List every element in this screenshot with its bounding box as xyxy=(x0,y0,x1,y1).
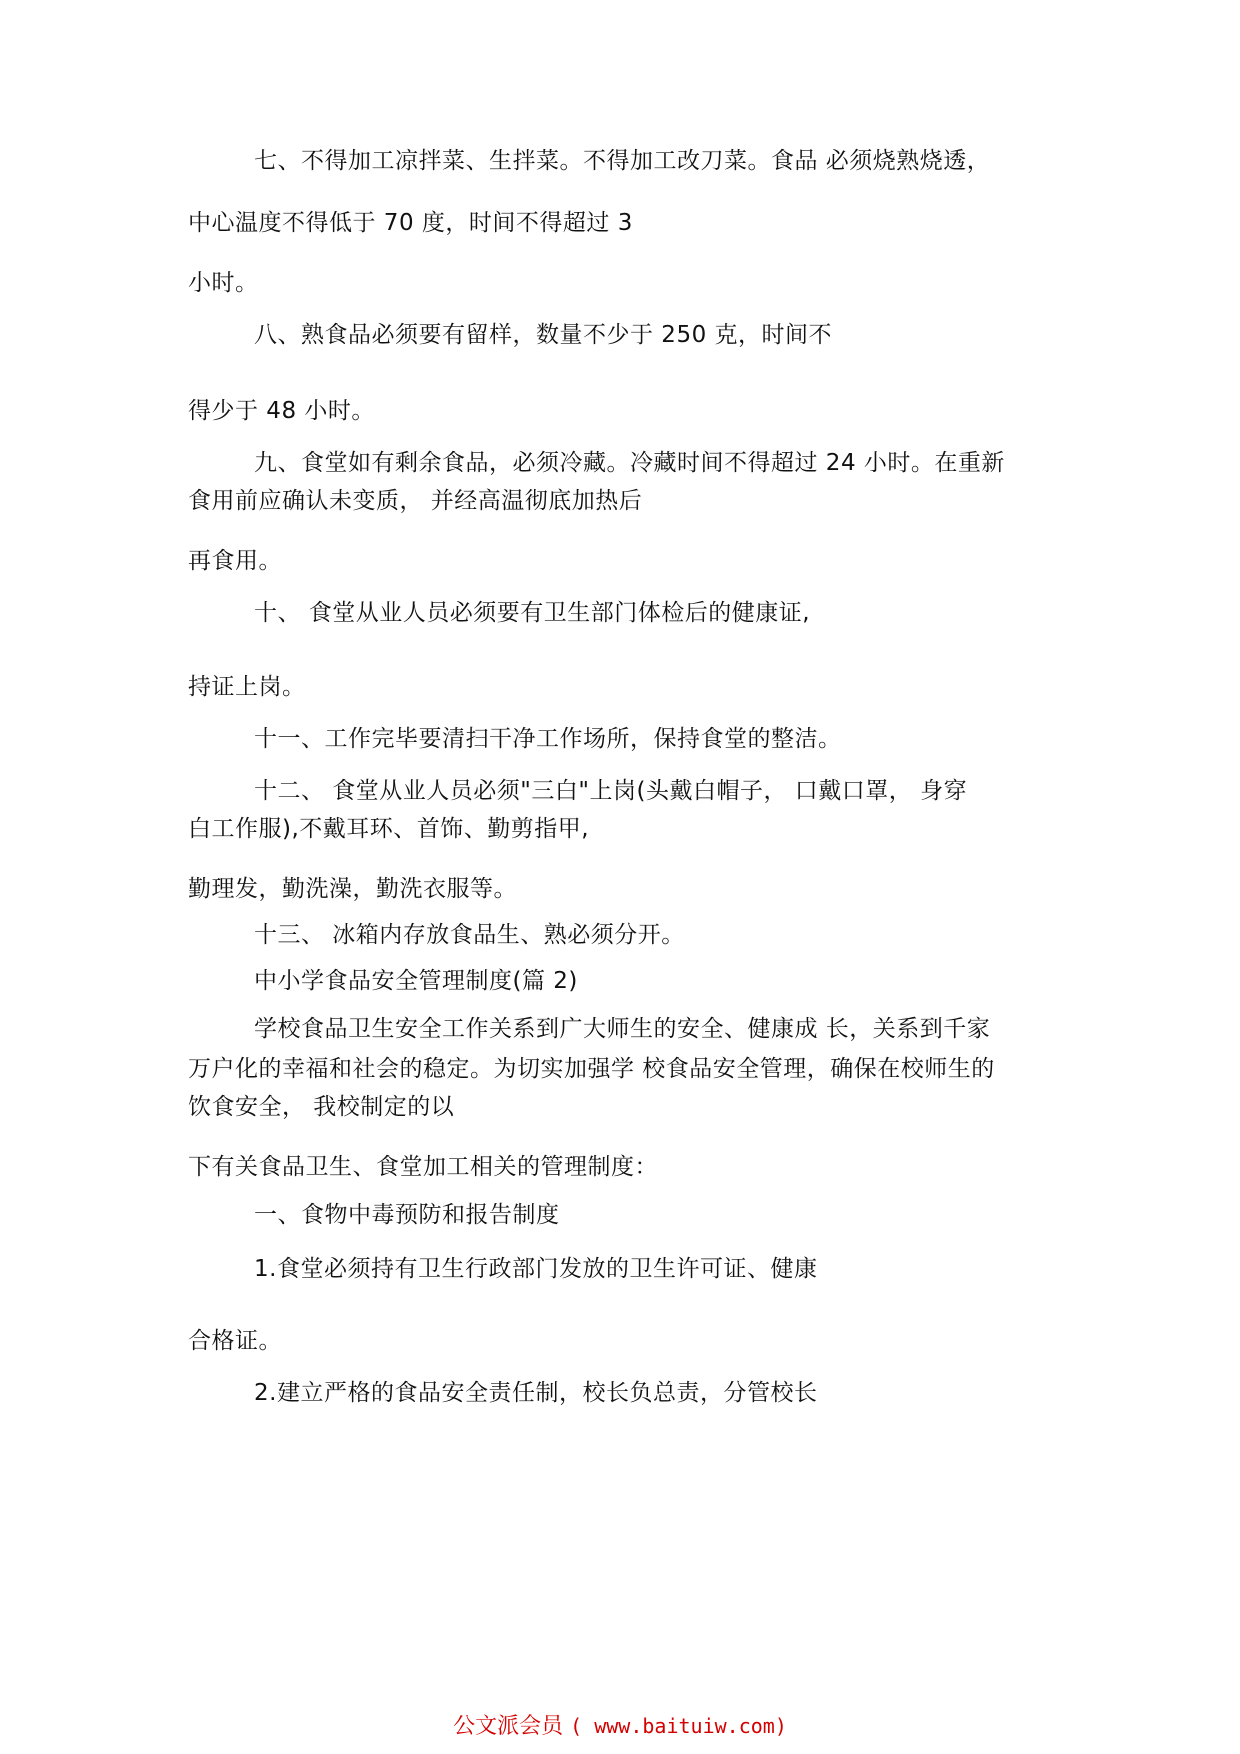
paragraph-line: 2.建立严格的食品安全责任制，校长负总责，分管校长 xyxy=(254,1380,818,1406)
paragraph-line: 1.食堂必须持有卫生行政部门发放的卫生许可证、健康 xyxy=(254,1256,818,1282)
paragraph-line: 中心温度不得低于 70 度，时间不得超过 3 xyxy=(188,210,633,236)
section-heading: 一、食物中毒预防和报告制度 xyxy=(254,1202,560,1228)
footer-label: 公文派会员 xyxy=(453,1714,564,1739)
paragraph-line: 小时。 xyxy=(188,270,259,296)
page-footer xyxy=(0,1712,1240,1741)
paragraph-line: 下有关食品卫生、食堂加工相关的管理制度： xyxy=(188,1154,658,1180)
paragraph-line: 学校食品卫生安全工作关系到广大师生的安全、健康成 长，关系到千家 xyxy=(254,1016,991,1042)
paragraph-line: 万户化的幸福和社会的稳定。为切实加强学 校食品安全管理，确保在校师生的 xyxy=(188,1056,995,1082)
paragraph-line: 八、熟食品必须要有留样，数量不少于 250 克，时间不 xyxy=(254,322,833,348)
paragraph-line: 七、不得加工凉拌菜、生拌菜。不得加工改刀菜。食品 必须烧熟烧透， xyxy=(254,148,991,174)
paragraph-line: 勤理发，勤洗澡，勤洗衣服等。 xyxy=(188,876,517,902)
paragraph-line: 十一、工作完毕要清扫干净工作场所，保持食堂的整洁。 xyxy=(254,726,842,752)
paragraph-line: 九、食堂如有剩余食品，必须冷藏。冷藏时间不得超过 24 小时。在重新 xyxy=(254,450,1005,476)
paragraph-line: 食用前应确认未变质， 并经高温彻底加热后 xyxy=(188,488,643,514)
paragraph-line: 饮食安全， 我校制定的以 xyxy=(188,1094,455,1120)
paragraph-line: 持证上岗。 xyxy=(188,674,306,700)
paragraph-line: 十二、 食堂从业人员必须"三白"上岗(头戴白帽子， 口戴口罩， 身穿 xyxy=(254,778,968,804)
paragraph-line: 合格证。 xyxy=(188,1328,282,1354)
paragraph-line: 再食用。 xyxy=(188,548,282,574)
footer-url-link[interactable]: ( www.baituiw.com) xyxy=(570,1714,787,1738)
section-heading: 中小学食品安全管理制度(篇 2) xyxy=(254,968,578,994)
paragraph-line: 十、 食堂从业人员必须要有卫生部门体检后的健康证, xyxy=(254,600,811,626)
paragraph-line: 得少于 48 小时。 xyxy=(188,398,375,424)
paragraph-line: 十三、 冰箱内存放食品生、熟必须分开。 xyxy=(254,922,685,948)
paragraph-line: 白工作服),不戴耳环、首饰、勤剪指甲, xyxy=(188,816,590,842)
